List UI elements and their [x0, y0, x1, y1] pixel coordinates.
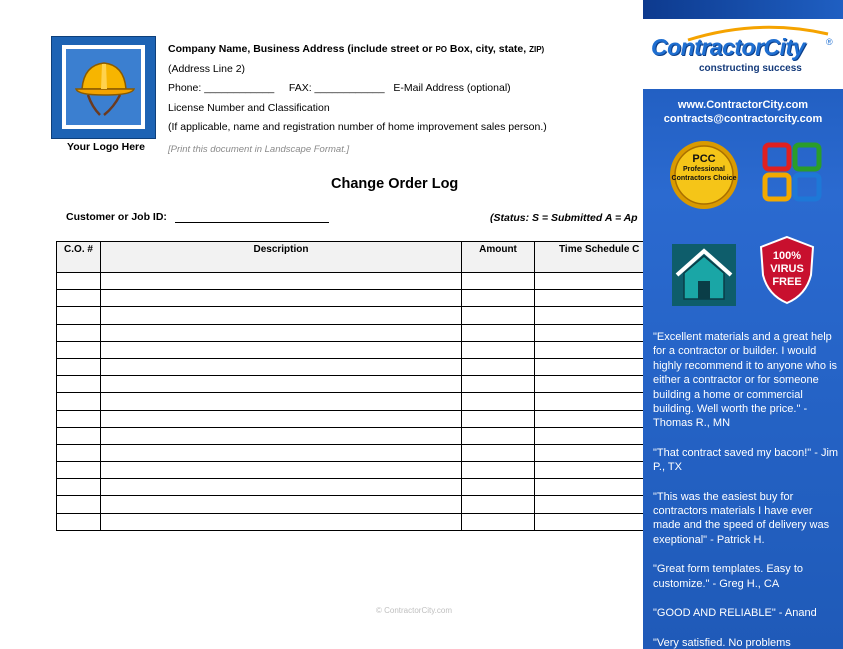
- co-number-cell[interactable]: [57, 479, 101, 496]
- hard-hat-icon: [52, 37, 155, 138]
- brand-banner[interactable]: [643, 19, 843, 89]
- page-title: Change Order Log: [331, 176, 459, 192]
- copyright-footer: © ContractorCity.com: [376, 606, 452, 615]
- table-row: [57, 496, 644, 513]
- testimonial-item: "That contract saved my bacon!" - Jim P., TX: [653, 446, 839, 474]
- logo-placeholder: [51, 36, 156, 139]
- testimonial-item: "Very satisfied. No problems: [653, 636, 791, 649]
- description-cell[interactable]: [101, 427, 462, 444]
- table-row: [57, 290, 644, 307]
- co-number-cell[interactable]: [57, 358, 101, 375]
- table-row: [57, 410, 644, 427]
- time-schedule-cell[interactable]: [535, 479, 644, 496]
- time-schedule-cell[interactable]: [535, 410, 644, 427]
- description-cell[interactable]: [101, 341, 462, 358]
- description-cell[interactable]: [101, 462, 462, 479]
- testimonial-item: "This was the easiest buy for contractors materials I have ever made and the speed of delivery was exeptional" - Patrick H.: [653, 490, 830, 546]
- co-number-cell[interactable]: [57, 427, 101, 444]
- license-line: License Number and Classification: [168, 101, 330, 114]
- time-schedule-cell[interactable]: [535, 462, 644, 479]
- description-cell[interactable]: [101, 479, 462, 496]
- ad-contact-block: [643, 98, 843, 126]
- description-cell[interactable]: [101, 393, 462, 410]
- co-number-cell[interactable]: [57, 290, 101, 307]
- time-schedule-cell[interactable]: [535, 341, 644, 358]
- amount-cell[interactable]: [462, 444, 535, 461]
- description-cell[interactable]: [101, 307, 462, 324]
- status-legend: (Status: S = Submitted A = Ap: [490, 212, 638, 224]
- table-row: [57, 358, 644, 375]
- testimonial-item: "Great form templates. Easy to customize." - Greg H., CA: [653, 563, 804, 590]
- print-format-note: [Print this document in Landscape Format.]: [168, 144, 350, 155]
- table-header-row: [57, 242, 644, 273]
- time-schedule-cell[interactable]: [535, 307, 644, 324]
- table-row: [57, 341, 644, 358]
- column-header-time-schedule: Time Schedule C: [535, 242, 644, 273]
- ad-top-strip: [643, 0, 843, 19]
- co-number-cell[interactable]: [57, 462, 101, 479]
- testimonial-item: "Excellent materials and a great help for a contractor or builder. I would highly recommend it to anyone who is either a contractor or for someone building a home or commercial building. Well worth the price." - Thomas R., MN: [653, 331, 838, 430]
- column-header-co-number: C.O. #: [57, 242, 101, 273]
- email-link[interactable]: contracts@contractorcity.com: [663, 113, 823, 125]
- amount-cell[interactable]: [462, 496, 535, 513]
- amount-cell[interactable]: [462, 307, 535, 324]
- address-line-2: (Address Line 2): [168, 62, 246, 75]
- amount-cell[interactable]: [462, 513, 535, 530]
- amount-cell[interactable]: [462, 393, 535, 410]
- co-number-cell[interactable]: [57, 410, 101, 427]
- contractorcity-ad-panel[interactable]: [643, 0, 843, 649]
- time-schedule-cell[interactable]: [535, 427, 644, 444]
- time-schedule-cell[interactable]: [535, 393, 644, 410]
- table-row: [57, 376, 644, 393]
- company-info-block: [168, 40, 547, 138]
- amount-cell[interactable]: [462, 376, 535, 393]
- brand-tagline: constructing success: [699, 63, 802, 74]
- time-schedule-cell[interactable]: [535, 273, 644, 290]
- phone-fax-email-line: Phone: ____________ FAX: ____________ E-Mail Address (optional): [168, 82, 511, 94]
- description-cell[interactable]: [101, 513, 462, 530]
- column-header-amount: Amount: [462, 242, 535, 273]
- time-schedule-cell[interactable]: [535, 324, 644, 341]
- pcc-seal-label: PCC Professional Contractors Choice: [671, 153, 737, 182]
- description-cell[interactable]: [101, 410, 462, 427]
- home-icon: [671, 243, 737, 307]
- table-row: [57, 462, 644, 479]
- co-number-cell[interactable]: [57, 444, 101, 461]
- time-schedule-cell[interactable]: [535, 290, 644, 307]
- testimonial-item: "GOOD AND RELIABLE" - Anand: [653, 607, 817, 620]
- table-row: [57, 393, 644, 410]
- amount-cell[interactable]: [462, 479, 535, 496]
- amount-cell[interactable]: [462, 410, 535, 427]
- brand-registered-mark: ®: [826, 37, 833, 47]
- description-cell[interactable]: [101, 496, 462, 513]
- office-suite-icon: [761, 141, 823, 203]
- sales-person-line: (If applicable, name and registration number of home improvement sales person.): [168, 121, 547, 133]
- customer-job-id-label: Customer or Job ID:: [66, 211, 167, 223]
- description-cell[interactable]: [101, 358, 462, 375]
- company-name-line: Company Name, Business Address (include street or PO Box, city, state, ZIP): [168, 43, 545, 55]
- amount-cell[interactable]: [462, 324, 535, 341]
- table-row: [57, 273, 644, 290]
- co-number-cell[interactable]: [57, 376, 101, 393]
- time-schedule-cell[interactable]: [535, 496, 644, 513]
- description-cell[interactable]: [101, 273, 462, 290]
- virus-free-label: 100% VIRUS FREE: [770, 250, 804, 288]
- description-cell[interactable]: [101, 324, 462, 341]
- logo-caption: Your Logo Here: [67, 141, 145, 153]
- co-number-cell[interactable]: [57, 324, 101, 341]
- co-number-cell[interactable]: [57, 307, 101, 324]
- change-order-table-body: [57, 273, 644, 531]
- co-number-cell[interactable]: [57, 273, 101, 290]
- change-order-table: [56, 241, 643, 531]
- table-row: [57, 513, 644, 530]
- co-number-cell[interactable]: [57, 393, 101, 410]
- description-cell[interactable]: [101, 290, 462, 307]
- table-row: [57, 444, 644, 461]
- table-row: [57, 307, 644, 324]
- co-number-cell[interactable]: [57, 341, 101, 358]
- testimonials-list: [653, 330, 839, 649]
- time-schedule-cell[interactable]: [535, 376, 644, 393]
- time-schedule-cell[interactable]: [535, 513, 644, 530]
- amount-cell[interactable]: [462, 273, 535, 290]
- time-schedule-cell[interactable]: [535, 444, 644, 461]
- co-number-cell[interactable]: [57, 513, 101, 530]
- customer-job-id-field: [66, 211, 329, 223]
- amount-cell[interactable]: [462, 290, 535, 307]
- description-cell[interactable]: [101, 444, 462, 461]
- time-schedule-cell[interactable]: [535, 358, 644, 375]
- website-link[interactable]: www.ContractorCity.com: [677, 99, 809, 111]
- amount-cell[interactable]: [462, 358, 535, 375]
- customer-job-id-blank: [175, 211, 329, 223]
- amount-cell[interactable]: [462, 341, 535, 358]
- table-row: [57, 324, 644, 341]
- table-row: [57, 479, 644, 496]
- amount-cell[interactable]: [462, 427, 535, 444]
- column-header-description: Description: [101, 242, 462, 273]
- co-number-cell[interactable]: [57, 496, 101, 513]
- description-cell[interactable]: [101, 376, 462, 393]
- brand-name: ContractorCity: [651, 34, 806, 60]
- amount-cell[interactable]: [462, 462, 535, 479]
- table-row: [57, 427, 644, 444]
